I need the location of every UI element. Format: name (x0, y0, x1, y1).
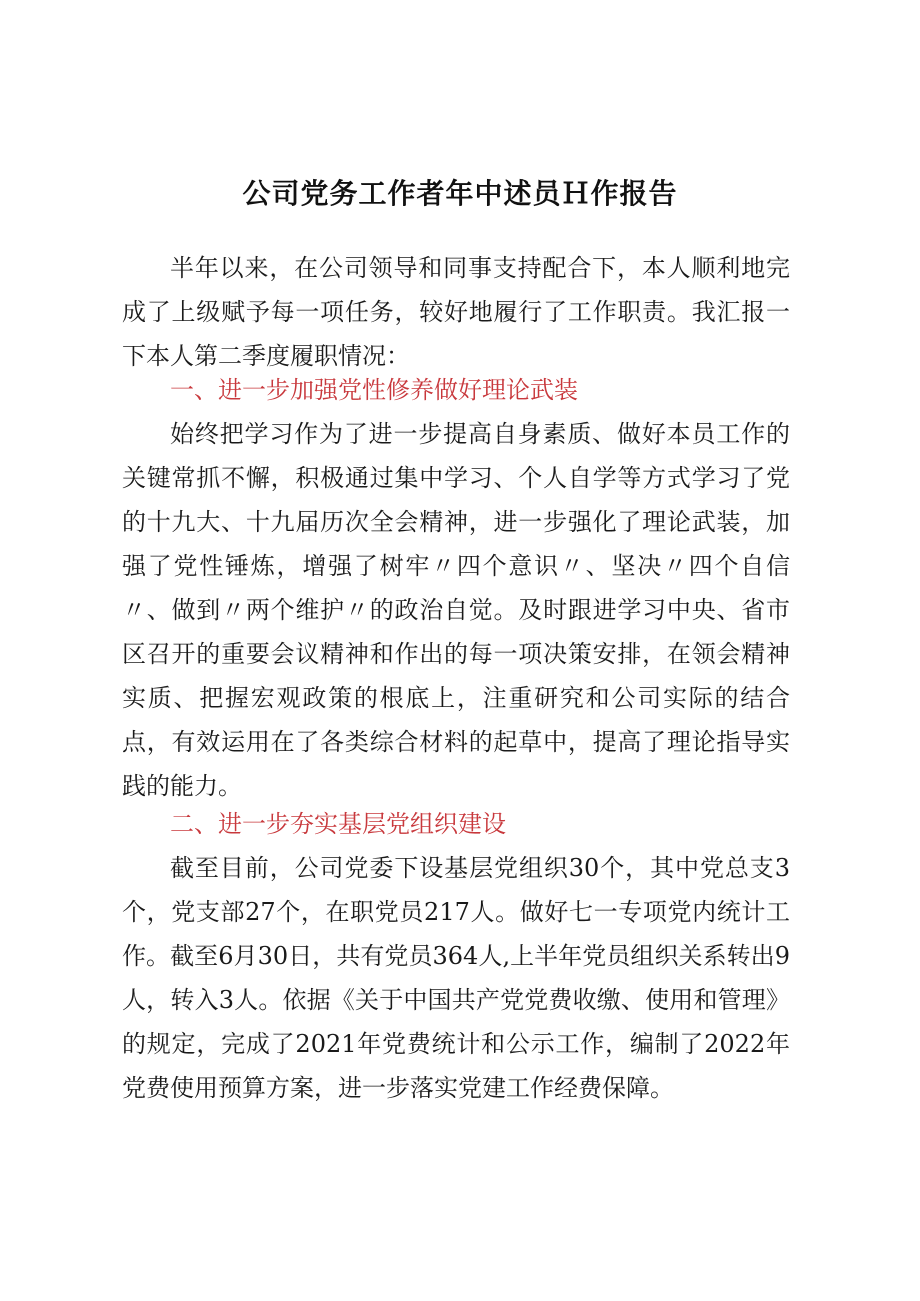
section-1-paragraph: 始终把学习作为了进一步提高自身素质、做好本员工作的关键常抓不懈，积极通过集中学习、个人自学等方式学习了党的十九大、十九届历次全会精神，进一步强化了理论武装，加强了党性锤炼，增强了树牢〃四个意识〃、坚决〃四个自信〃、做到〃两个维护〃的政治自觉。及时跟进学习中央、省市区召开的重要会议精神和作出的每一项决策安排，在领会精神实质、把握宏观政策的根底上，注重研究和公司实际的结合点，有效运用在了各类综合材料的起草中，提高了理论指导实践的能力。 (122, 420, 790, 800)
intro-paragraph: 半年以来，在公司领导和同事支持配合下，本人顺利地完成了上级赋予每一项任务，较好地履行了工作职责。我汇报一下本人第二季度履职情况： (122, 254, 790, 370)
section-heading-2: 二、进一步夯实基层党组织建设 (170, 810, 506, 838)
section-heading-1: 一、进一步加强党性修养做好理论武装 (170, 376, 578, 404)
document-title: 公司党务工作者年中述员Ｈ作报告 (242, 177, 678, 210)
section-2-paragraph: 截至目前，公司党委下设基层党组织30个，其中党总支3个，党支部27个，在职党员217人。做好七一专项党内统计工作。截至6月30日，共有党员364人,上半年党员组织关系转出9人，转入3人。依据《关于中国共产党党费收缴、使用和管理》的规定，完成了2021年党费统计和公示工作，编制了2022年党费使用预算方案，进一步落实党建工作经费保障。 (122, 854, 790, 1102)
